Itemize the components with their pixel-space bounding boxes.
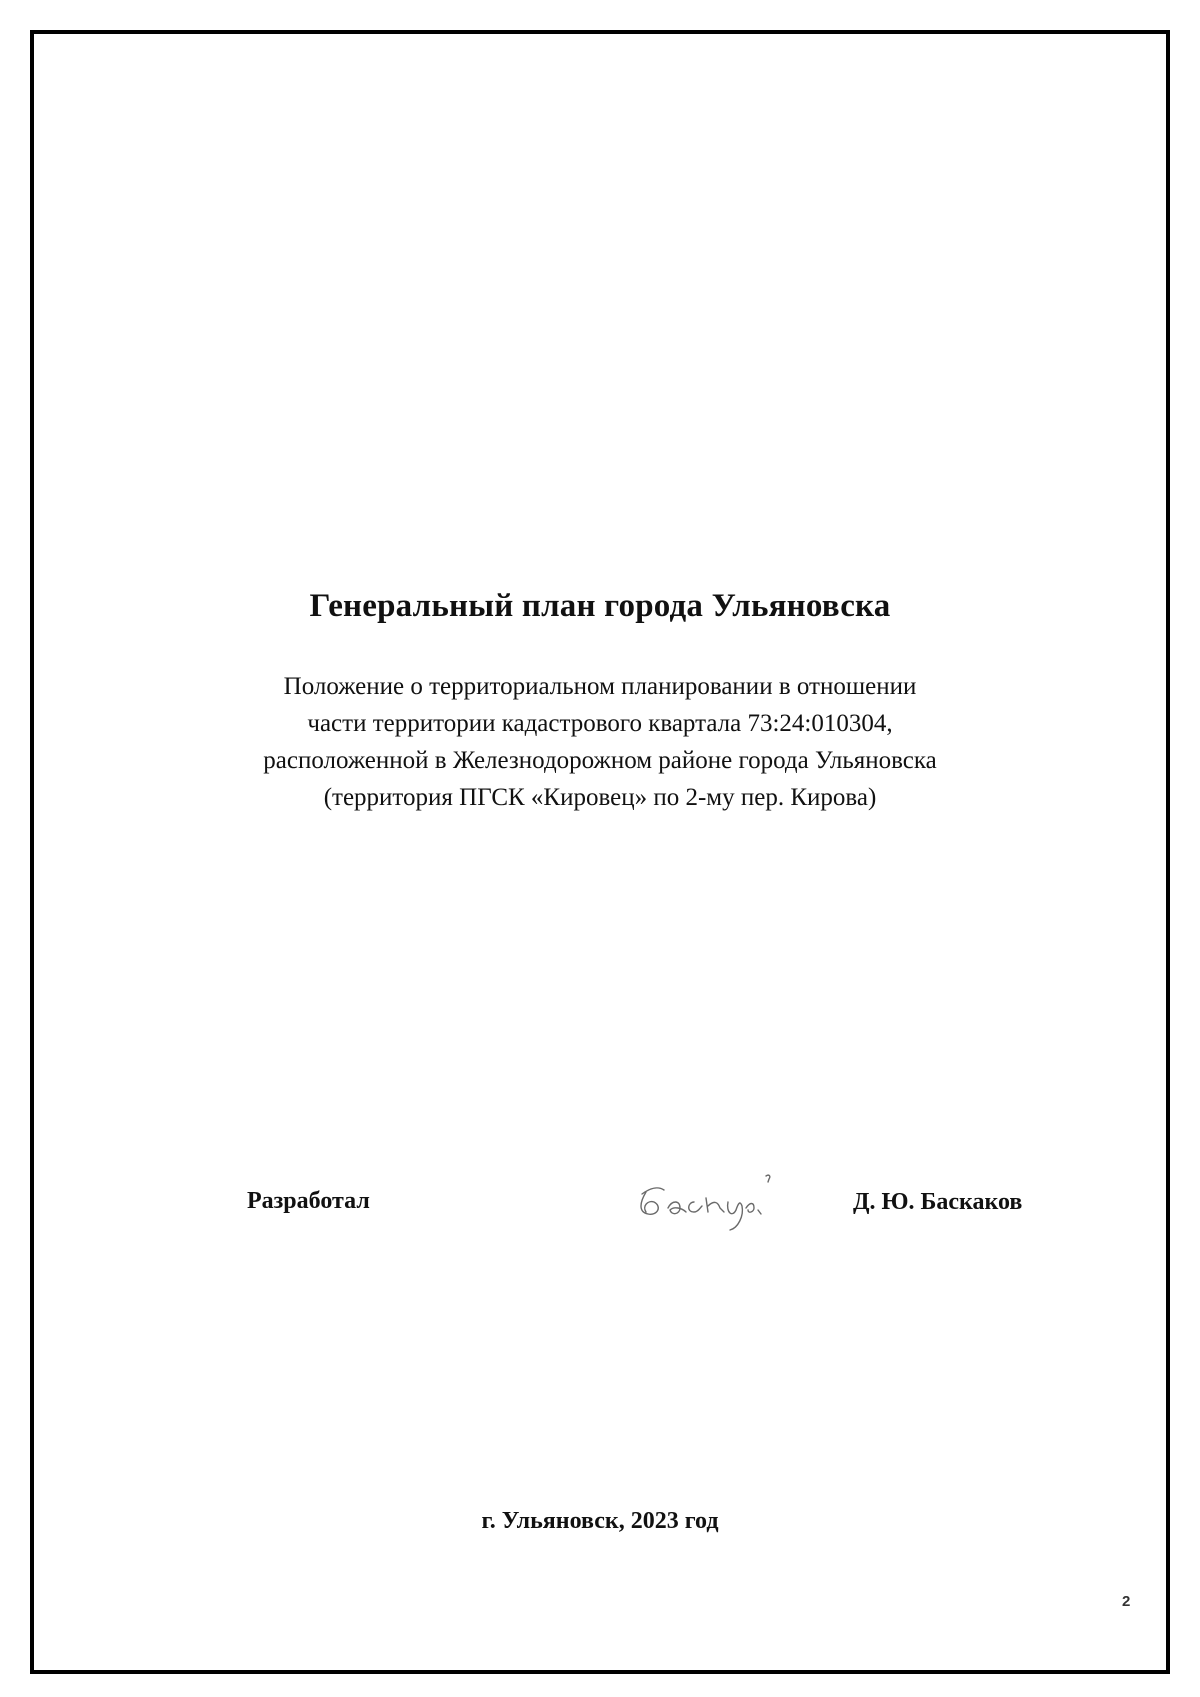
place-and-year: г. Ульяновск, 2023 год — [481, 1508, 719, 1534]
developer-name: Д. Ю. Баскаков — [853, 1189, 1023, 1215]
subtitle-line: части территории кадастрового квартала 73:24:010304, — [307, 710, 893, 737]
subtitle-line: расположенной в Железнодорожном районе города Ульяновска — [263, 747, 937, 774]
page-border — [30, 30, 1170, 1674]
page-number: 2 — [1122, 1593, 1131, 1610]
developer-role-label: Разработал — [247, 1188, 370, 1214]
document-subtitle — [0, 668, 1200, 816]
subtitle-line: (территория ПГСК «Кировец» по 2-му пер. Кирова) — [323, 784, 877, 811]
subtitle-line: Положение о территориальном планировании в отношении — [283, 673, 917, 700]
signature-row — [0, 1188, 1200, 1238]
signature — [628, 1168, 798, 1238]
document-title: Генеральный план города Ульяновска — [309, 588, 891, 624]
